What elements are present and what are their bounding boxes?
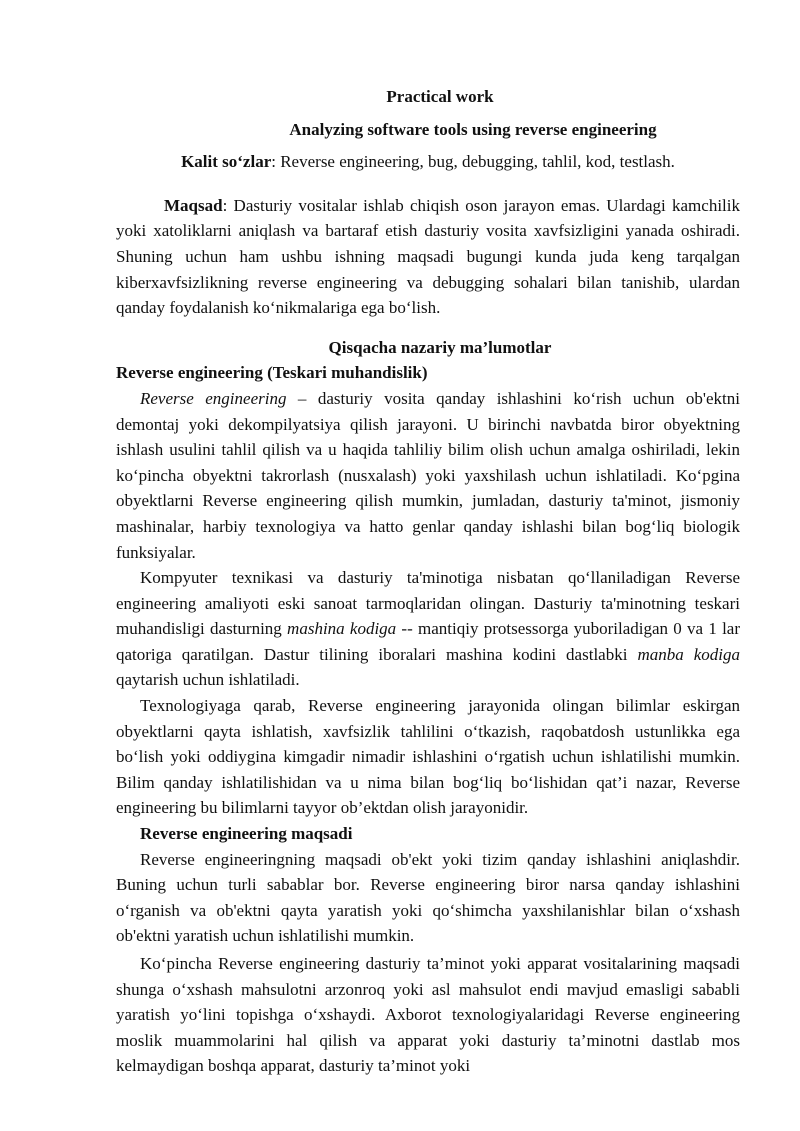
re-term: Reverse engineering [140,388,287,408]
keywords-label: Kalit so‘zlar [181,152,272,172]
goal-label: Maqsad [164,195,223,215]
paragraph-5: Ko‘pincha Reverse engineering dasturiy ta’minot yoki apparat vositalarining maqsadi shunga o‘xshash mahsulotni arzonroq yoki asl mahsulot endi mavjud emasligi sababli yaratish yo‘lini topishga o‘xshaydi. Axborot texnologiyalaridagi Reverse engineering moslik muammolarini hal qilish va apparat yoki dasturiy ta’minotni dastlab mos kelmaydigan boshqa apparat, dasturiy ta’minot yoki [116,954,740,1076]
keywords-text: : Reverse engineering, bug, debugging, tahlil, kod, testlash. [271,152,675,172]
section-title: Qisqacha nazariy ma’lumotlar [328,337,552,357]
paragraph-2 [116,565,740,693]
goal-heading: Reverse engineering maqsadi [140,824,353,844]
keywords-line [116,149,740,175]
page-title: Practical work [386,87,494,106]
page-subtitle: Analyzing software tools using reverse engineering [289,119,657,139]
paragraph-4: Reverse engineeringning maqsadi ob'ekt yoki tizim qanday ishlashini aniqlashdir. Buning uchun turli sabablar bor. Reverse engineering biror narsa qanday ishlashini o‘rganish va ob'ektni qayta yaratish yoki qo‘shimcha yaxshilanishlar bilan o‘xshash ob'ektni yaratish uchun ishlatilishi mumkin. [116,849,740,946]
paragraph-3: Texnologiyaga qarab, Reverse engineering jarayonida olingan bilimlar eskirgan obyektlarni qayta ishlatish, xavfsizlik tahlilini o‘tkazish, raqobatdosh ustunlikka ega bo‘lish yoki oddiygina kimgadir nimadir ishlashini o‘rgatish uchun ishlatilishi mumkin. Bilim qanday ishlatilishidan va u nima bilan bog‘liq bo‘lishidan qat’i nazar, Reverse engineering bu bilimlarni tayyor ob’ektdan olish jarayonidir. [116,696,740,818]
paragraph-1-text: – dasturiy vosita qanday ishlashini ko‘rish uchun ob'ektni demontaj yoki dekompilyatsiya qilish jarayoni. U birinchi navbatda biror obyektning ishlash usulini tahlil qilish va u haqida tahliliy bilim olish uchun amalga oshiriladi, lekin ko‘pincha obyektni takrorlash (nusxalash) yoki yaxshilash uchun ishlatiladi. Ko‘pgina obyektlarni Reverse engineering qilish mumkin, jumladan, dasturiy ta'minot, jismoniy mashinalar, harbiy texnologiya va hatto genlar qanday ishlashi bilan bog‘liq biologik funksiyalar. [116,388,740,562]
paragraph-2-part3: qaytarish uchun ishlatiladi. [116,670,300,690]
re-heading: Reverse engineering (Teskari muhandislik) [116,363,428,383]
goal-paragraph [116,193,740,321]
paragraph-2-part1: Kompyuter texnikasi va dasturiy ta'minotiga nisbatan qo‘llaniladigan Reverse engineering amaliyoti eski sanoat tarmoqlaridan olingan. Dasturiy ta'minotning teskari muhandisligi dasturning [116,568,740,639]
machine-code-term: mashina kodiga [287,619,397,639]
source-code-term: manba kodiga [637,644,741,664]
paragraph-1 [116,386,740,565]
paragraph-2-part2: -- mantiqiy protsessorga yuboriladigan 0 va 1 lar qatoriga qaratilgan. Dastur tilining iboralari mashina kodini dastlabki [116,619,740,664]
goal-text: : Dasturiy vositalar ishlab chiqish oson jarayon emas. Ulardagi kamchilik yoki xatoliklarni aniqlash va bartaraf etish dasturiy vosita xavfsizligini yanada oshiradi. Shuning uchun ham ushbu ishning maqsadi bugungi kunda juda keng tarqalgan kiberxavfsizlikning reverse engineering va debugging sohalari bilan tanishib, ulardan qanday foydalanish ko‘nikmalariga ega bo‘lish. [116,195,740,318]
